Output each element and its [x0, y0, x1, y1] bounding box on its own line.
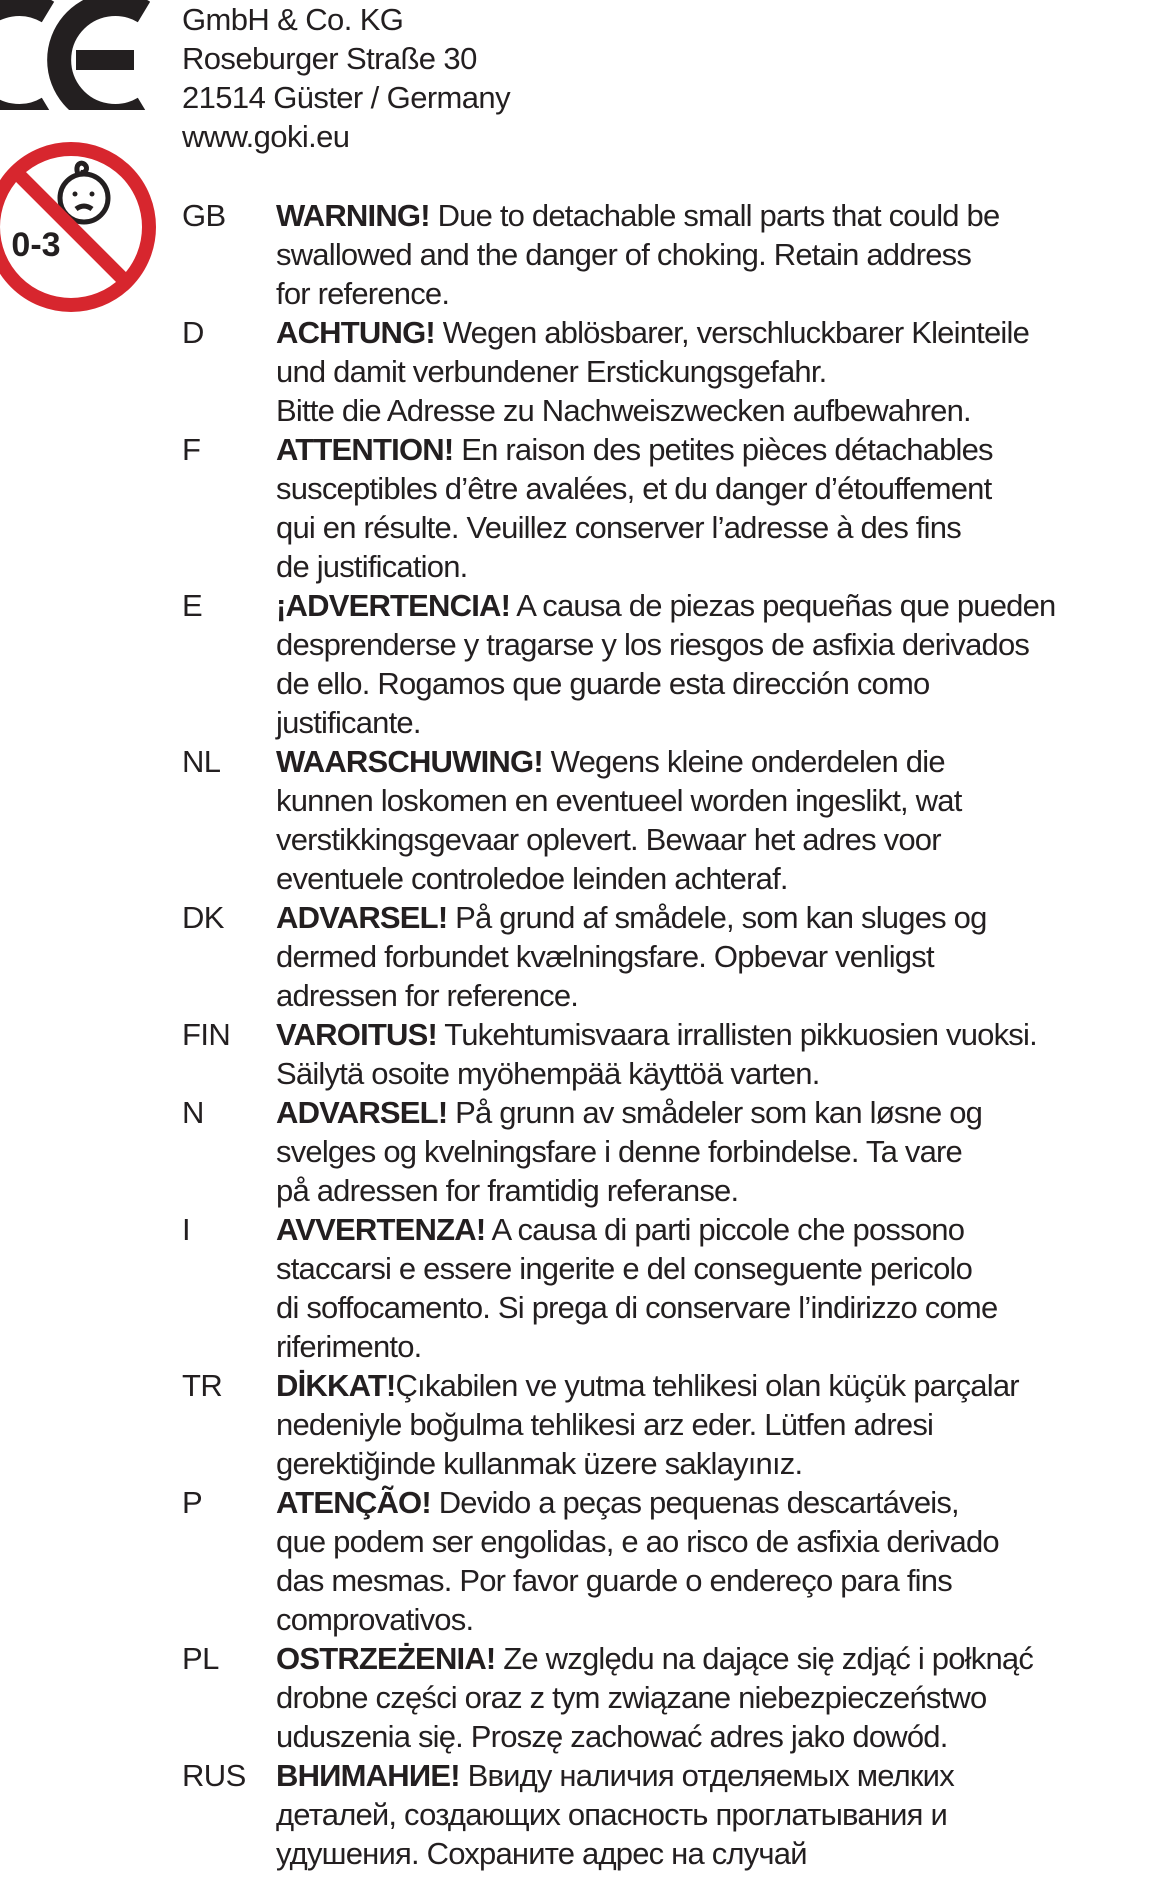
manufacturer-address: [182, 0, 510, 156]
warning-entry-d: [182, 313, 1160, 430]
language-code: DK: [182, 900, 224, 935]
warning-text: [276, 1366, 1160, 1483]
warning-line-text: for reference.: [276, 276, 450, 311]
warning-line: [276, 391, 1160, 430]
warning-text: [276, 1483, 1160, 1639]
warning-line: [276, 1600, 1160, 1639]
warning-entry-i: [182, 1210, 1160, 1366]
warning-line-text: di soffocamento. Si prega di conservare l’indirizzo come: [276, 1290, 998, 1325]
warning-line: [276, 859, 1160, 898]
warning-line: [276, 1756, 1160, 1795]
warning-keyword: OSTRZEŻENIA!: [276, 1641, 496, 1676]
warning-line-text: desprenderse y tragarse y los riesgos de asfixia derivados: [276, 627, 1030, 662]
warning-line: [276, 313, 1160, 352]
warning-line: [276, 1717, 1160, 1756]
warning-entry-n: [182, 1093, 1160, 1210]
warning-entry-tr: [182, 1366, 1160, 1483]
warning-line-text: riferimento.: [276, 1329, 422, 1364]
warning-line: [276, 820, 1160, 859]
warning-line: [276, 781, 1160, 820]
warning-line: [276, 898, 1160, 937]
warning-entry-f: [182, 430, 1160, 586]
language-code: NL: [182, 744, 221, 779]
warning-text: [276, 1639, 1160, 1756]
warning-entry-gb: [182, 196, 1160, 313]
warning-line: [276, 430, 1160, 469]
address-company: GmbH & Co. KG: [182, 2, 404, 37]
warning-entry-fin: [182, 1015, 1160, 1093]
warning-line-text: nedeniyle boğulma tehlikesi arz eder. Lütfen adresi: [276, 1407, 934, 1442]
language-code: RUS: [182, 1758, 246, 1793]
warning-line-text: Wegens kleine onderdelen die: [542, 744, 945, 779]
warning-line-text: En raison des petites pièces détachables: [453, 432, 993, 467]
warning-entry-e: [182, 586, 1160, 742]
warning-keyword: ADVARSEL!: [276, 900, 448, 935]
warning-line: [276, 976, 1160, 1015]
warning-line-text: Säilytä osoite myöhempää käyttöä varten.: [276, 1056, 820, 1091]
warning-keyword: WARNING!: [276, 198, 430, 233]
warning-line-text: A causa de piezas pequeñas que pueden: [510, 588, 1056, 623]
warning-line-text: Çıkabilen ve yutma tehlikesi olan küçük parçalar: [395, 1368, 1019, 1403]
warning-keyword: DİKKAT!: [276, 1368, 396, 1403]
warning-line: [276, 1405, 1160, 1444]
warning-line: [276, 742, 1160, 781]
warning-line: [276, 1678, 1160, 1717]
warning-text: [276, 1210, 1160, 1366]
address-street: Roseburger Straße 30: [182, 41, 477, 76]
language-code: GB: [182, 198, 226, 233]
warning-line: [276, 1054, 1160, 1093]
warning-line-text: Ze względu na dające się zdjąć i połknąć: [495, 1641, 1034, 1676]
warning-line: [276, 1795, 1160, 1834]
warning-entry-pl: [182, 1639, 1160, 1756]
warning-keyword: WAARSCHUWING!: [276, 744, 543, 779]
warning-line: [276, 664, 1160, 703]
warning-keyword: ВНИМАНИЕ!: [276, 1758, 460, 1793]
warning-line: [276, 196, 1160, 235]
warning-line-text: Devido a peças pequenas descartáveis,: [430, 1485, 959, 1520]
baby-face-icon: [60, 163, 108, 222]
warning-line-text: und damit verbundener Erstickungsgefahr.: [276, 354, 827, 389]
warning-line: [276, 1015, 1160, 1054]
warning-line-text: Tukehtumisvaara irrallisten pikkuosien vuoksi.: [437, 1017, 1037, 1052]
warning-line: [276, 547, 1160, 586]
warning-text: [276, 898, 1160, 1015]
warning-line-text: de justification.: [276, 549, 468, 584]
warning-keyword: ATTENTION!: [276, 432, 454, 467]
warning-entry-nl: [182, 742, 1160, 898]
warning-text: [276, 1015, 1160, 1093]
warning-line: [276, 469, 1160, 508]
language-code: FIN: [182, 1017, 231, 1052]
warning-keyword: ACHTUNG!: [276, 315, 435, 350]
warning-line: [276, 1444, 1160, 1483]
warning-line-text: dermed forbundet kvælningsfare. Opbevar venligst: [276, 939, 934, 974]
warning-line-text: das mesmas. Por favor guarde o endereço para fins: [276, 1563, 952, 1598]
warning-line: [276, 274, 1160, 313]
warning-line: [276, 1093, 1160, 1132]
warning-line-text: de ello. Rogamos que guarde esta dirección como: [276, 666, 930, 701]
warning-line-text: På grund af smådele, som kan sluges og: [447, 900, 987, 935]
warning-line: [276, 625, 1160, 664]
warning-keyword: AVVERTENZA!: [276, 1212, 486, 1247]
warning-line-text: kunnen loskomen en eventueel worden ingeslikt, wat: [276, 783, 962, 818]
warning-line-text: staccarsi e essere ingerite e del conseguente pericolo: [276, 1251, 973, 1286]
language-code: I: [182, 1212, 191, 1247]
language-code: F: [182, 432, 201, 467]
warning-line-text: que podem ser engolidas, e ao risco de asfixia derivado: [276, 1524, 999, 1559]
warning-line-text: Due to detachable small parts that could be: [429, 198, 1000, 233]
warning-line-text: adressen for reference.: [276, 978, 579, 1013]
language-code: D: [182, 315, 204, 350]
warning-line-text: uduszenia się. Proszę zachować adres jako dowód.: [276, 1719, 948, 1754]
warning-line: [276, 1132, 1160, 1171]
warning-text: [276, 430, 1160, 586]
warning-line-text: comprovativos.: [276, 1602, 474, 1637]
warning-line-text: qui en résulte. Veuillez conserver l’adresse à des fins: [276, 510, 961, 545]
warning-keyword: ATENÇÃO!: [276, 1485, 431, 1520]
warning-entry-p: [182, 1483, 1160, 1639]
language-code: E: [182, 588, 203, 623]
language-code: TR: [182, 1368, 223, 1403]
warning-line-text: svelges og kvelningsfare i denne forbindelse. Ta vare: [276, 1134, 962, 1169]
ce-mark-icon: [0, 0, 150, 110]
warning-text: [276, 196, 1160, 313]
language-code: PL: [182, 1641, 219, 1676]
warning-line: [276, 235, 1160, 274]
warning-text: [276, 1093, 1160, 1210]
address-website: www.goki.eu: [182, 119, 350, 154]
warning-line-text: på adressen for framtidig referanse.: [276, 1173, 739, 1208]
warning-line: [276, 1327, 1160, 1366]
warning-line-text: A causa di parti piccole che possono: [485, 1212, 965, 1247]
warning-line: [276, 937, 1160, 976]
warning-line-text: swallowed and the danger of choking. Retain address: [276, 237, 972, 272]
language-code: N: [182, 1095, 204, 1130]
warning-line: [276, 703, 1160, 742]
warning-keyword: ADVARSEL!: [276, 1095, 448, 1130]
warning-entry-dk: [182, 898, 1160, 1015]
language-code: P: [182, 1485, 203, 1520]
warning-line-text: Bitte die Adresse zu Nachweiszwecken aufbewahren.: [276, 393, 971, 428]
warning-line: [276, 352, 1160, 391]
warning-line: [276, 508, 1160, 547]
warning-line: [276, 1639, 1160, 1678]
warning-text: [276, 1756, 1160, 1873]
address-city: 21514 Güster / Germany: [182, 80, 510, 115]
warning-line: [276, 1561, 1160, 1600]
warning-text: [276, 586, 1160, 742]
warning-entry-rus: [182, 1756, 1160, 1873]
warning-line: [276, 586, 1160, 625]
warning-line-text: Wegen ablösbarer, verschluckbarer Kleinteile: [434, 315, 1030, 350]
warning-keyword: VAROITUS!: [276, 1017, 437, 1052]
warning-line-text: деталей, создающих опасность проглатывания и: [276, 1797, 947, 1832]
warning-line-text: eventuele controledoe leinden achteraf.: [276, 861, 788, 896]
warning-keyword: ¡ADVERTENCIA!: [276, 588, 511, 623]
warning-text: [276, 742, 1160, 898]
warning-line: [276, 1249, 1160, 1288]
warning-line-text: Ввиду наличия отделяемых мелких: [459, 1758, 954, 1793]
warning-line: [276, 1210, 1160, 1249]
warning-line: [276, 1366, 1160, 1405]
warning-line-text: удушения. Сохраните адрес на случай: [276, 1836, 807, 1871]
warnings-list: [182, 196, 1160, 1873]
warning-line-text: drobne części oraz z tym związane niebezpieczeństwo: [276, 1680, 987, 1715]
warning-line: [276, 1483, 1160, 1522]
age-restriction-icon: [0, 134, 164, 320]
warning-line-text: justificante.: [276, 705, 421, 740]
warning-line: [276, 1522, 1160, 1561]
warning-line-text: susceptibles d’être avalées, et du danger d’étouffement: [276, 471, 992, 506]
warning-line: [276, 1288, 1160, 1327]
age-label: 0-3: [11, 226, 61, 264]
warning-line: [276, 1834, 1160, 1873]
warning-line-text: verstikkingsgevaar oplevert. Bewaar het adres voor: [276, 822, 941, 857]
warning-line: [276, 1171, 1160, 1210]
warning-line-text: gerektiğinde kullanmak üzere saklayınız.: [276, 1446, 803, 1481]
warning-text: [276, 313, 1160, 430]
warning-line-text: På grunn av smådeler som kan løsne og: [447, 1095, 983, 1130]
